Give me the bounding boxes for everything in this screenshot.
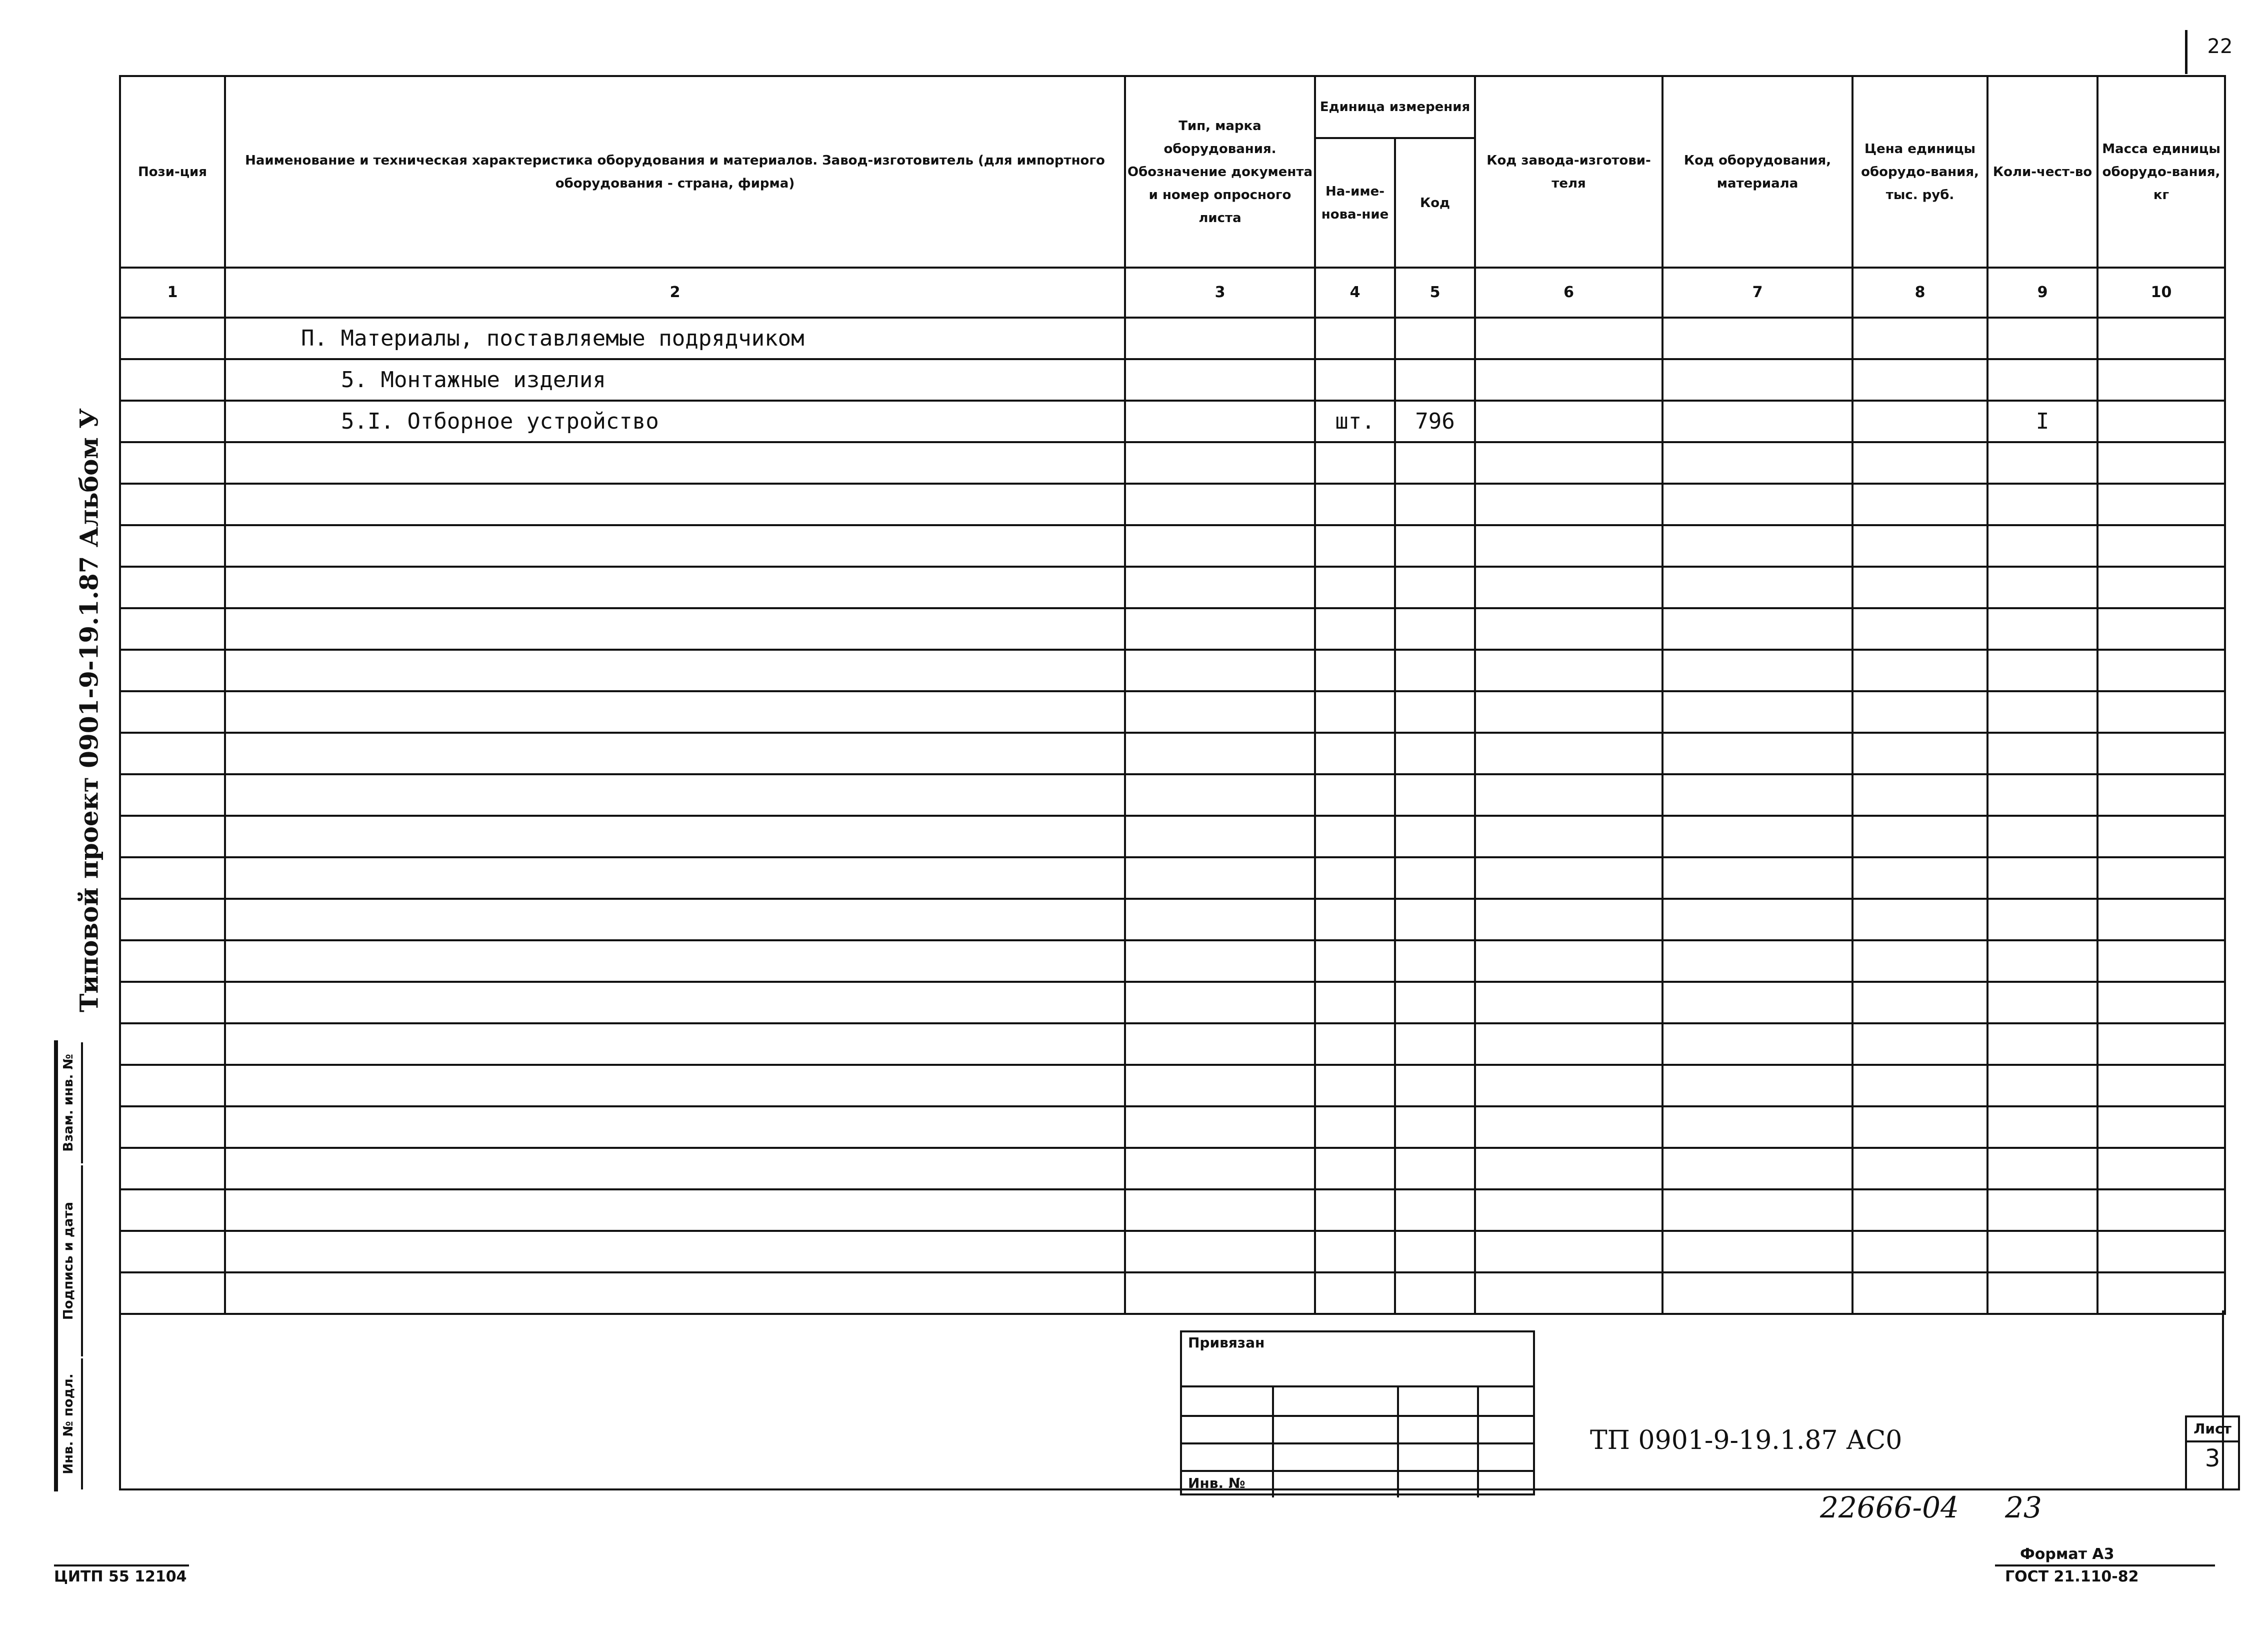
binding-stamp (1180, 1330, 1535, 1495)
table-row (120, 608, 2225, 650)
table-row (120, 774, 2225, 816)
col-number: 4 (1315, 268, 1395, 318)
row-name: 5. Монтажные изделия (225, 359, 1125, 401)
row-qty: I (1988, 401, 2098, 442)
table-row (120, 442, 2225, 484)
col-number: 5 (1395, 268, 1475, 318)
document-code: ТП 0901-9-19.1.87 АС0 (1590, 1425, 1902, 1455)
side-box-signature-date: Подпись и дата (54, 1163, 58, 1358)
table-row (120, 359, 2225, 401)
side-title: Типовой проект 0901-9-19.1.87 Альбом У (74, 408, 104, 1012)
table-row (120, 940, 2225, 982)
table-row (120, 318, 2225, 359)
handwritten-page: 23 (2005, 1490, 2042, 1524)
table-row (120, 816, 2225, 857)
table-row (120, 982, 2225, 1023)
header-position: Пози-ция (120, 76, 225, 268)
table-row (120, 484, 2225, 525)
col-number: 7 (1662, 268, 1852, 318)
table-row (120, 650, 2225, 691)
header-mass: Масса единицы оборудо-вания, кг (2098, 76, 2225, 268)
table-row (120, 567, 2225, 608)
col-number: 2 (225, 268, 1125, 318)
header-unit-group: Единица измерения (1315, 76, 1475, 138)
table-row (120, 525, 2225, 567)
col-number: 8 (1852, 268, 1988, 318)
specification-table (119, 75, 2226, 1315)
side-box-orig-inv: Инв. № подл. (54, 1356, 58, 1491)
table-row (120, 899, 2225, 940)
format-label: Формат А3 (2020, 1545, 2114, 1563)
stamp-title: Привязан (1188, 1334, 1265, 1351)
table-row (120, 1231, 2225, 1272)
table-row (120, 857, 2225, 899)
table-row (120, 401, 2225, 442)
side-box-replace-inv: Взам. инв. № (54, 1040, 58, 1165)
table-row (120, 691, 2225, 733)
title-block-frame (119, 1310, 2224, 1490)
header-type: Тип, марка оборудования. Обозначение документа и номер опросного листа (1125, 76, 1315, 268)
table-row (120, 733, 2225, 774)
header-factory-code: Код завода-изготови-теля (1475, 76, 1662, 268)
handwritten-number: 22666-04 (1820, 1490, 1959, 1524)
row-unit: шт. (1315, 401, 1395, 442)
table-row (120, 1065, 2225, 1106)
header-price: Цена единицы оборудо-вания, тыс. руб. (1852, 76, 1988, 268)
col-number: 1 (120, 268, 225, 318)
col-number: 10 (2098, 268, 2225, 318)
row-name: П. Материалы, поставляемые подрядчиком (225, 318, 1125, 359)
table-row (120, 1189, 2225, 1231)
table-row (120, 1148, 2225, 1189)
footer-rule (1995, 1564, 2215, 1566)
sheet-value: 3 (2204, 1444, 2220, 1472)
row-name: 5.I. Отборное устройство (225, 401, 1125, 442)
col-number: 3 (1125, 268, 1315, 318)
citp-label: ЦИТП 55 12104 (54, 1568, 187, 1585)
table-row (120, 1023, 2225, 1065)
header-quantity: Коли-чест-во (1988, 76, 2098, 268)
header-name: Наименование и техническая характеристика оборудования и материалов. Завод-изготовитель (для импортного оборудования - страна, фирма) (225, 76, 1125, 268)
sheet-number: 22 (2207, 35, 2233, 58)
header-unit-name: На-име-нова-ние (1315, 138, 1395, 268)
table-row (120, 1272, 2225, 1314)
sheet-box (2185, 1415, 2240, 1490)
header-unit-code: Код (1395, 138, 1475, 268)
citp-rule (54, 1564, 189, 1566)
stamp-inv-label: Инв. № (1188, 1475, 1246, 1491)
header-equipment-code: Код оборудования, материала (1662, 76, 1852, 268)
sheet-label: Лист (2187, 1417, 2238, 1442)
gost-label: ГОСТ 21.110-82 (2005, 1568, 2139, 1585)
col-number: 6 (1475, 268, 1662, 318)
table-row (120, 1106, 2225, 1148)
row-code: 796 (1395, 401, 1475, 442)
col-number: 9 (1988, 268, 2098, 318)
